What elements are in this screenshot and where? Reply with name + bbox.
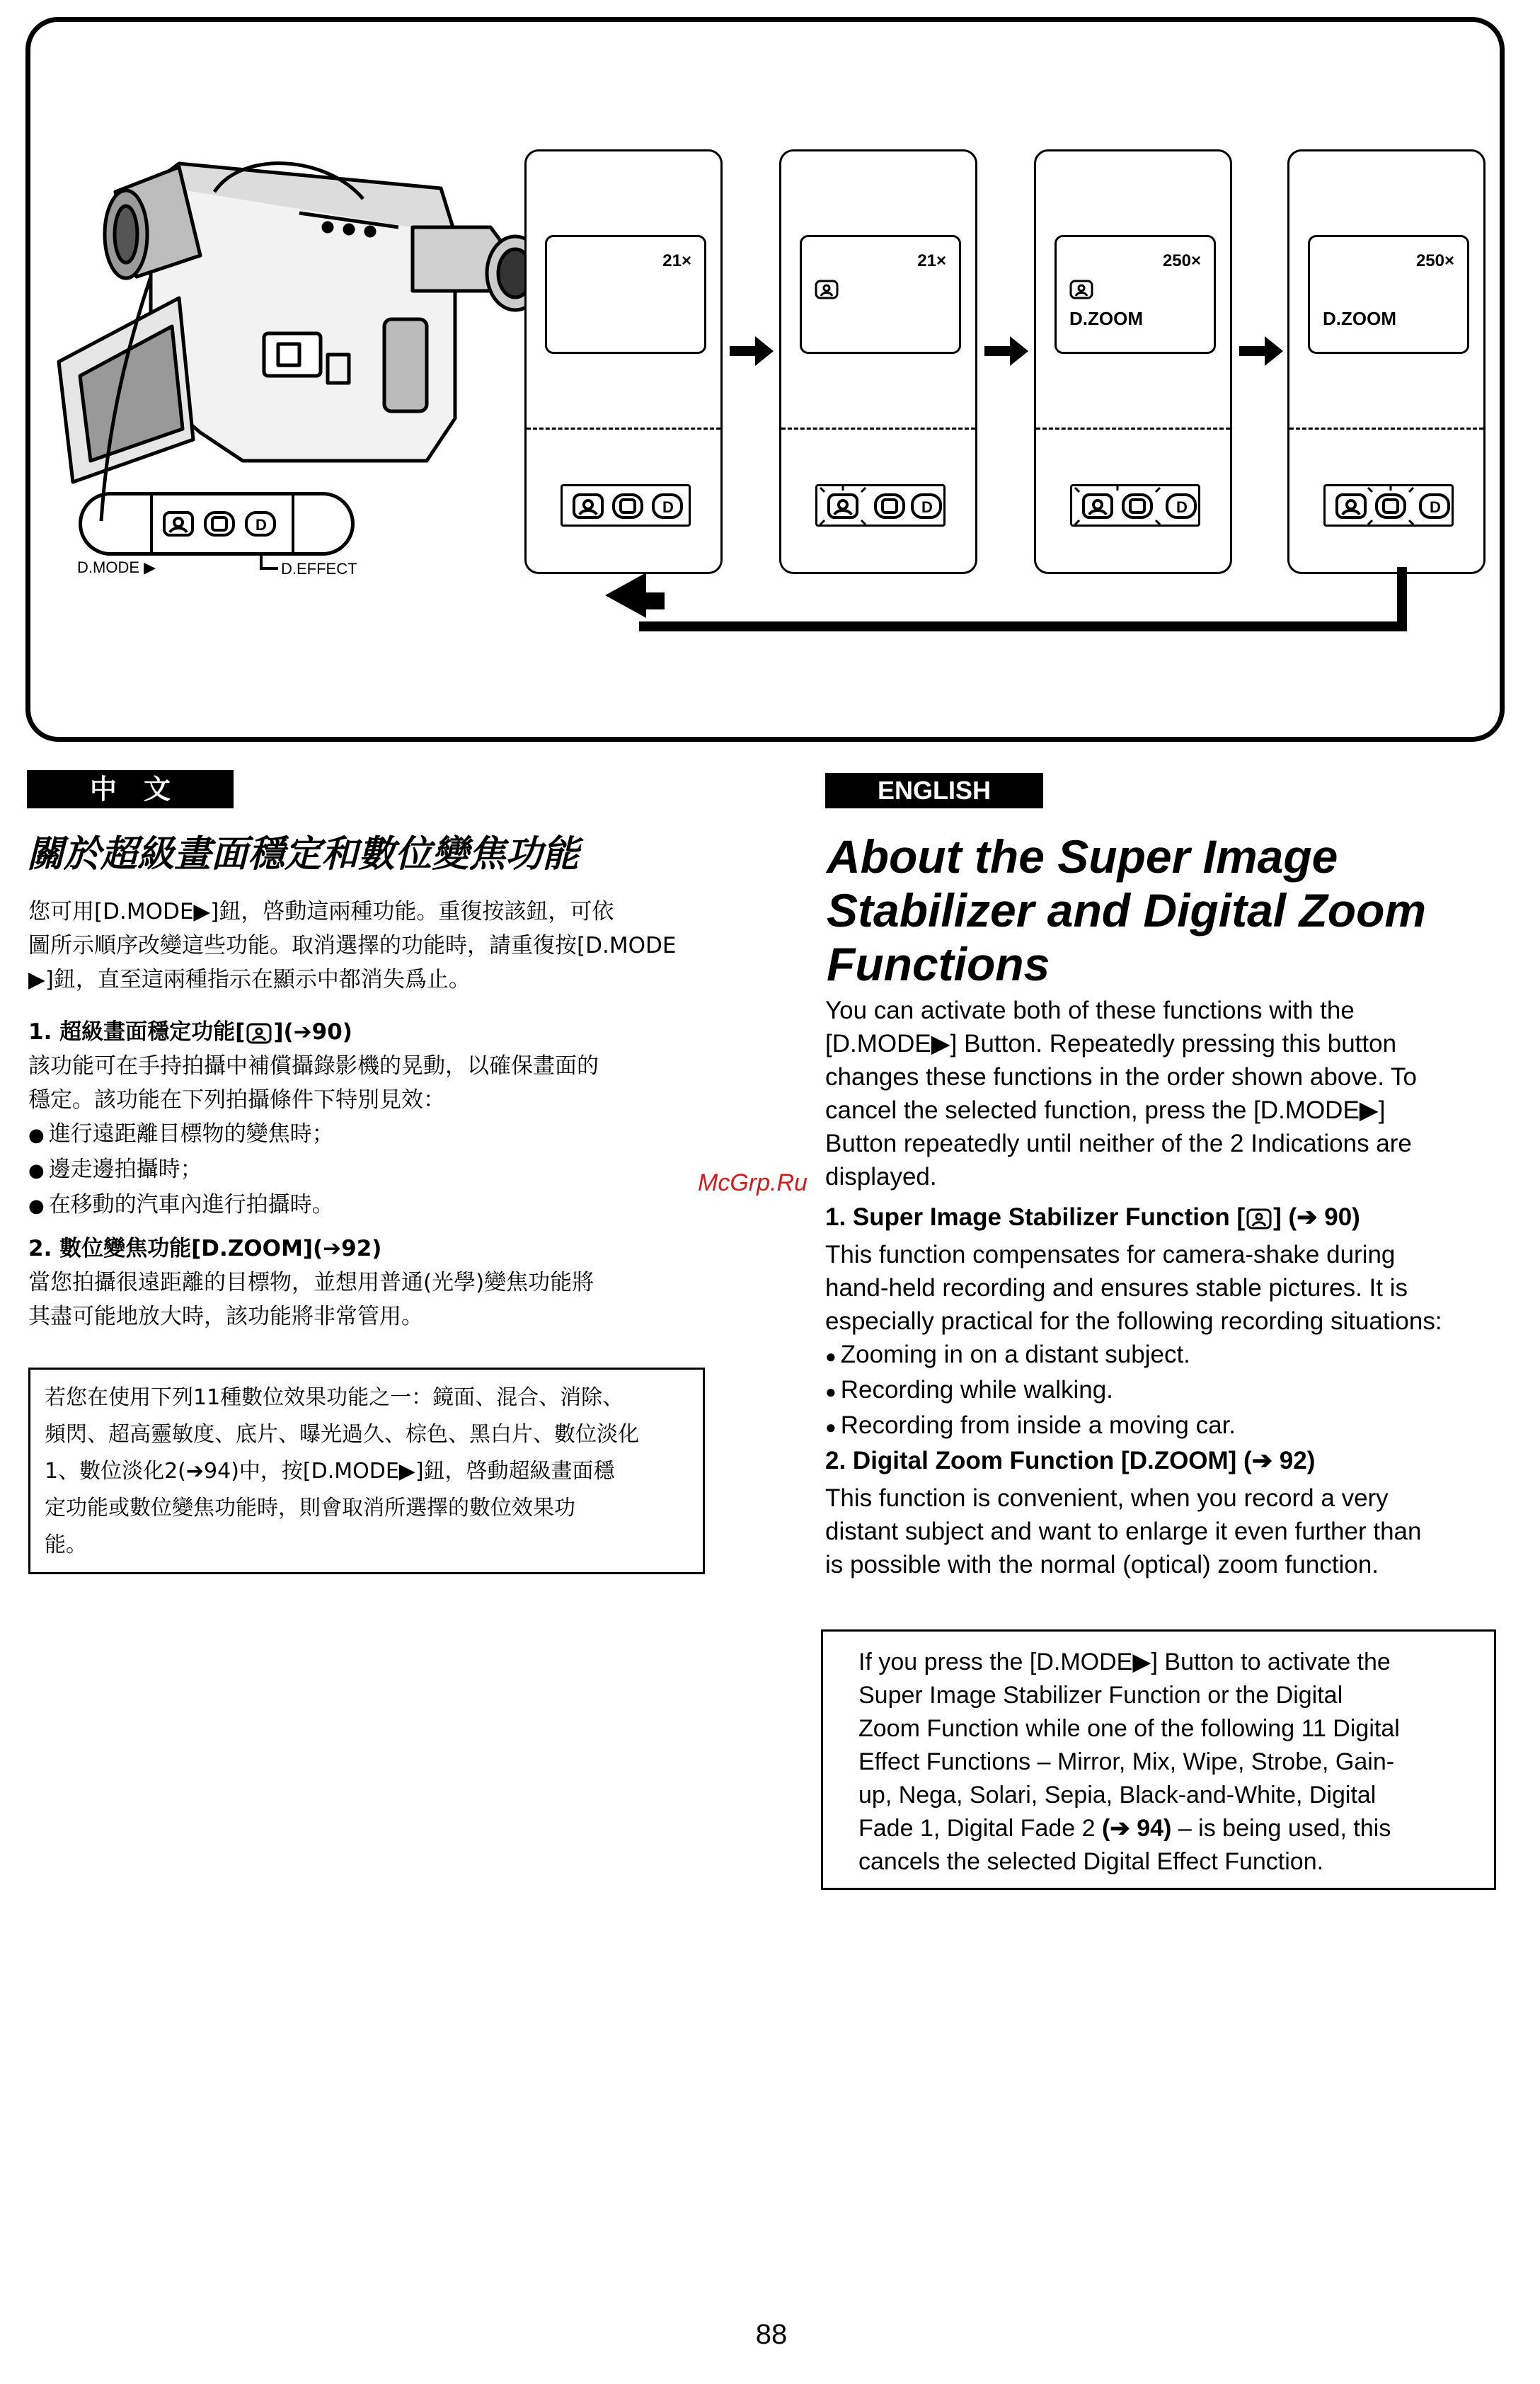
text-line: cancel the selected function, press the [D.MODE▶] [825, 1096, 1386, 1124]
heading-text: ] (➔ 90) [1273, 1203, 1360, 1231]
dzoom-indicator: D.ZOOM [1069, 308, 1143, 329]
page-reference: (➔ 94) [1101, 1815, 1172, 1842]
sequence-panel-3 [1034, 149, 1232, 574]
text-line: 其盡可能地放大時，該功能將非常管用。 [28, 1304, 423, 1329]
zoom-readout: 21× [917, 251, 946, 270]
page-number: 88 [755, 2319, 788, 2350]
english-note-box [821, 1629, 1496, 1890]
english-section-2-heading: 2. Digital Zoom Function [D.ZOOM] (➔ 92) [825, 1447, 1316, 1474]
deffect-pointer-line [258, 554, 280, 575]
svg-text:D: D [662, 498, 674, 516]
text-line: Effect Functions – Mirror, Mix, Wipe, Strobe, Gain- [858, 1748, 1395, 1775]
text-line: 穩定。該功能在下列拍攝條件下特別見效： [28, 1087, 445, 1113]
text-fragment: Fade 1, Digital Fade 2 [858, 1815, 1102, 1842]
display-screen [800, 235, 961, 354]
english-intro [825, 994, 1519, 1193]
title-line: Functions [827, 938, 1050, 990]
bullet-item: ● 邊走邊拍攝時； [28, 1152, 708, 1188]
bullet-item: ● 在移動的汽車內進行拍攝時。 [28, 1188, 708, 1223]
text-line: especially practical for the following recording situations: [825, 1307, 1442, 1335]
heading-text: 1. 超級畫面穩定功能[ [28, 1019, 246, 1045]
display-screen [545, 235, 706, 354]
chinese-section-2 [28, 1232, 708, 1334]
chinese-section-2-heading: 2. 數位變焦功能[D.ZOOM](➔92) [28, 1236, 382, 1261]
stabilizer-icon [815, 280, 839, 299]
zoom-readout: 250× [1162, 251, 1201, 270]
text-line: Zoom Function while one of the following 11 Digital [858, 1715, 1400, 1742]
dzoom-indicator: D.ZOOM [1323, 308, 1396, 329]
watermark: McGrp.Ru [698, 1169, 808, 1196]
text-line: You can activate both of these functions with the [825, 997, 1355, 1024]
text-fragment: – is being used, this [1171, 1815, 1391, 1842]
next-arrow-icon [983, 333, 1030, 369]
text-line: 若您在使用下列11種數位效果功能之一：鏡面、混合、消除、 [45, 1385, 624, 1410]
mode-button-icons [161, 510, 282, 538]
english-section-1 [825, 1200, 1519, 1444]
english-section-1-heading [825, 1200, 1519, 1234]
svg-text:D: D [255, 516, 267, 534]
text-line: Button repeatedly until neither of the 2 Indications are [825, 1130, 1412, 1157]
text-line: 當您拍攝很遠距離的目標物，並想用普通(光學)變焦功能將 [28, 1270, 594, 1295]
text-line: displayed. [825, 1163, 937, 1191]
display-screen [1055, 235, 1216, 354]
text-line [858, 1812, 1459, 1845]
text-line: This function is convenient, when you record a very [825, 1484, 1389, 1512]
text-line: is possible with the normal (optical) zoom function. [825, 1551, 1379, 1578]
title-line: Stabilizer and Digital Zoom [827, 884, 1427, 936]
english-language-tag: ENGLISH [825, 773, 1043, 808]
dmode-button-label: D.MODE ▶ [77, 558, 156, 576]
heading-text: ](➔90) [273, 1019, 352, 1045]
display-screen [1308, 235, 1469, 354]
text-line: 該功能可在手持拍攝中補償攝錄影機的晃動，以確保畫面的 [28, 1053, 599, 1079]
svg-text:D: D [921, 498, 933, 516]
bullet-item: ● Zooming in on a distant subject. [825, 1338, 1519, 1373]
text-line: If you press the [D.MODE▶] Button to activate the [858, 1649, 1391, 1675]
text-line: changes these functions in the order shown above. To [825, 1063, 1418, 1091]
indicator-bar [815, 484, 946, 527]
text-line: ▶]鈕，直至這兩種指示在顯示中都消失爲止。 [28, 967, 471, 992]
zoom-readout: 21× [662, 251, 691, 270]
text-line: up, Nega, Solari, Sepia, Black-and-White, Digital [858, 1782, 1377, 1809]
deffect-button-label: D.EFFECT [281, 560, 357, 578]
text-line: 1、數位淡化2(➔94)中，按[D.MODE▶]鈕，啓動超級畫面穩 [45, 1459, 615, 1484]
text-line: 定功能或數位變焦功能時，則會取消所選擇的數位效果功 [45, 1496, 575, 1520]
zoom-readout: 250× [1415, 251, 1454, 270]
text-line: [D.MODE▶] Button. Repeatedly pressing this button [825, 1030, 1397, 1058]
chinese-section-1 [28, 1015, 708, 1223]
text-line: cancels the selected Digital Effect Function. [858, 1848, 1324, 1875]
text-line: distant subject and want to enlarge it even further than [825, 1518, 1422, 1545]
text-line: 能。 [45, 1532, 87, 1557]
title-line: About the Super Image [827, 830, 1338, 883]
sequence-panel-1 [524, 149, 723, 574]
text-line: This function compensates for camera-shake during [825, 1241, 1396, 1268]
text-line: 頻閃、超高靈敏度、底片、曝光過久、棕色、黑白片、數位淡化 [45, 1422, 639, 1447]
bullet-item: ● Recording while walking. [825, 1373, 1519, 1409]
sequence-panel-4 [1287, 149, 1486, 574]
sequence-panel-2 [779, 149, 977, 574]
chinese-section-1-heading [28, 1015, 708, 1049]
next-arrow-icon [728, 333, 775, 369]
svg-text:D: D [1176, 498, 1188, 516]
text-line: hand-held recording and ensures stable pictures. It is [825, 1274, 1408, 1302]
indicator-bar [1070, 484, 1200, 527]
text-line: Super Image Stabilizer Function or the Digital [858, 1682, 1343, 1709]
indicator-bar [561, 484, 691, 527]
chinese-language-tag: 中 文 [27, 770, 234, 808]
chinese-note-box [28, 1368, 705, 1574]
next-arrow-icon [1238, 333, 1285, 369]
figure-frame [25, 17, 1505, 742]
text-line: 圖所示順序改變這些功能。取消選擇的功能時，請重復按[D.MODE [28, 933, 677, 958]
english-title [827, 830, 1506, 991]
heading-text: 1. Super Image Stabilizer Function [ [825, 1203, 1246, 1231]
chinese-title: 關於超級畫面穩定和數位變焦功能 [27, 833, 580, 876]
chinese-intro [28, 895, 708, 997]
indicator-bar [1323, 484, 1454, 527]
stabilizer-icon [1069, 280, 1093, 299]
bullet-item: ● 進行遠距離目標物的變焦時； [28, 1117, 708, 1152]
mode-button-group [79, 492, 355, 556]
stabilizer-icon [1245, 1208, 1273, 1230]
stabilizer-icon [245, 1022, 273, 1045]
english-section-2 [825, 1444, 1519, 1581]
text-line: 您可用[D.MODE▶]鈕，啓動這兩種功能。重復按該鈕，可依 [28, 899, 614, 924]
svg-text:D: D [1430, 498, 1441, 516]
bullet-item: ● Recording from inside a moving car. [825, 1409, 1519, 1444]
return-loop-arrow-icon [597, 567, 1439, 645]
